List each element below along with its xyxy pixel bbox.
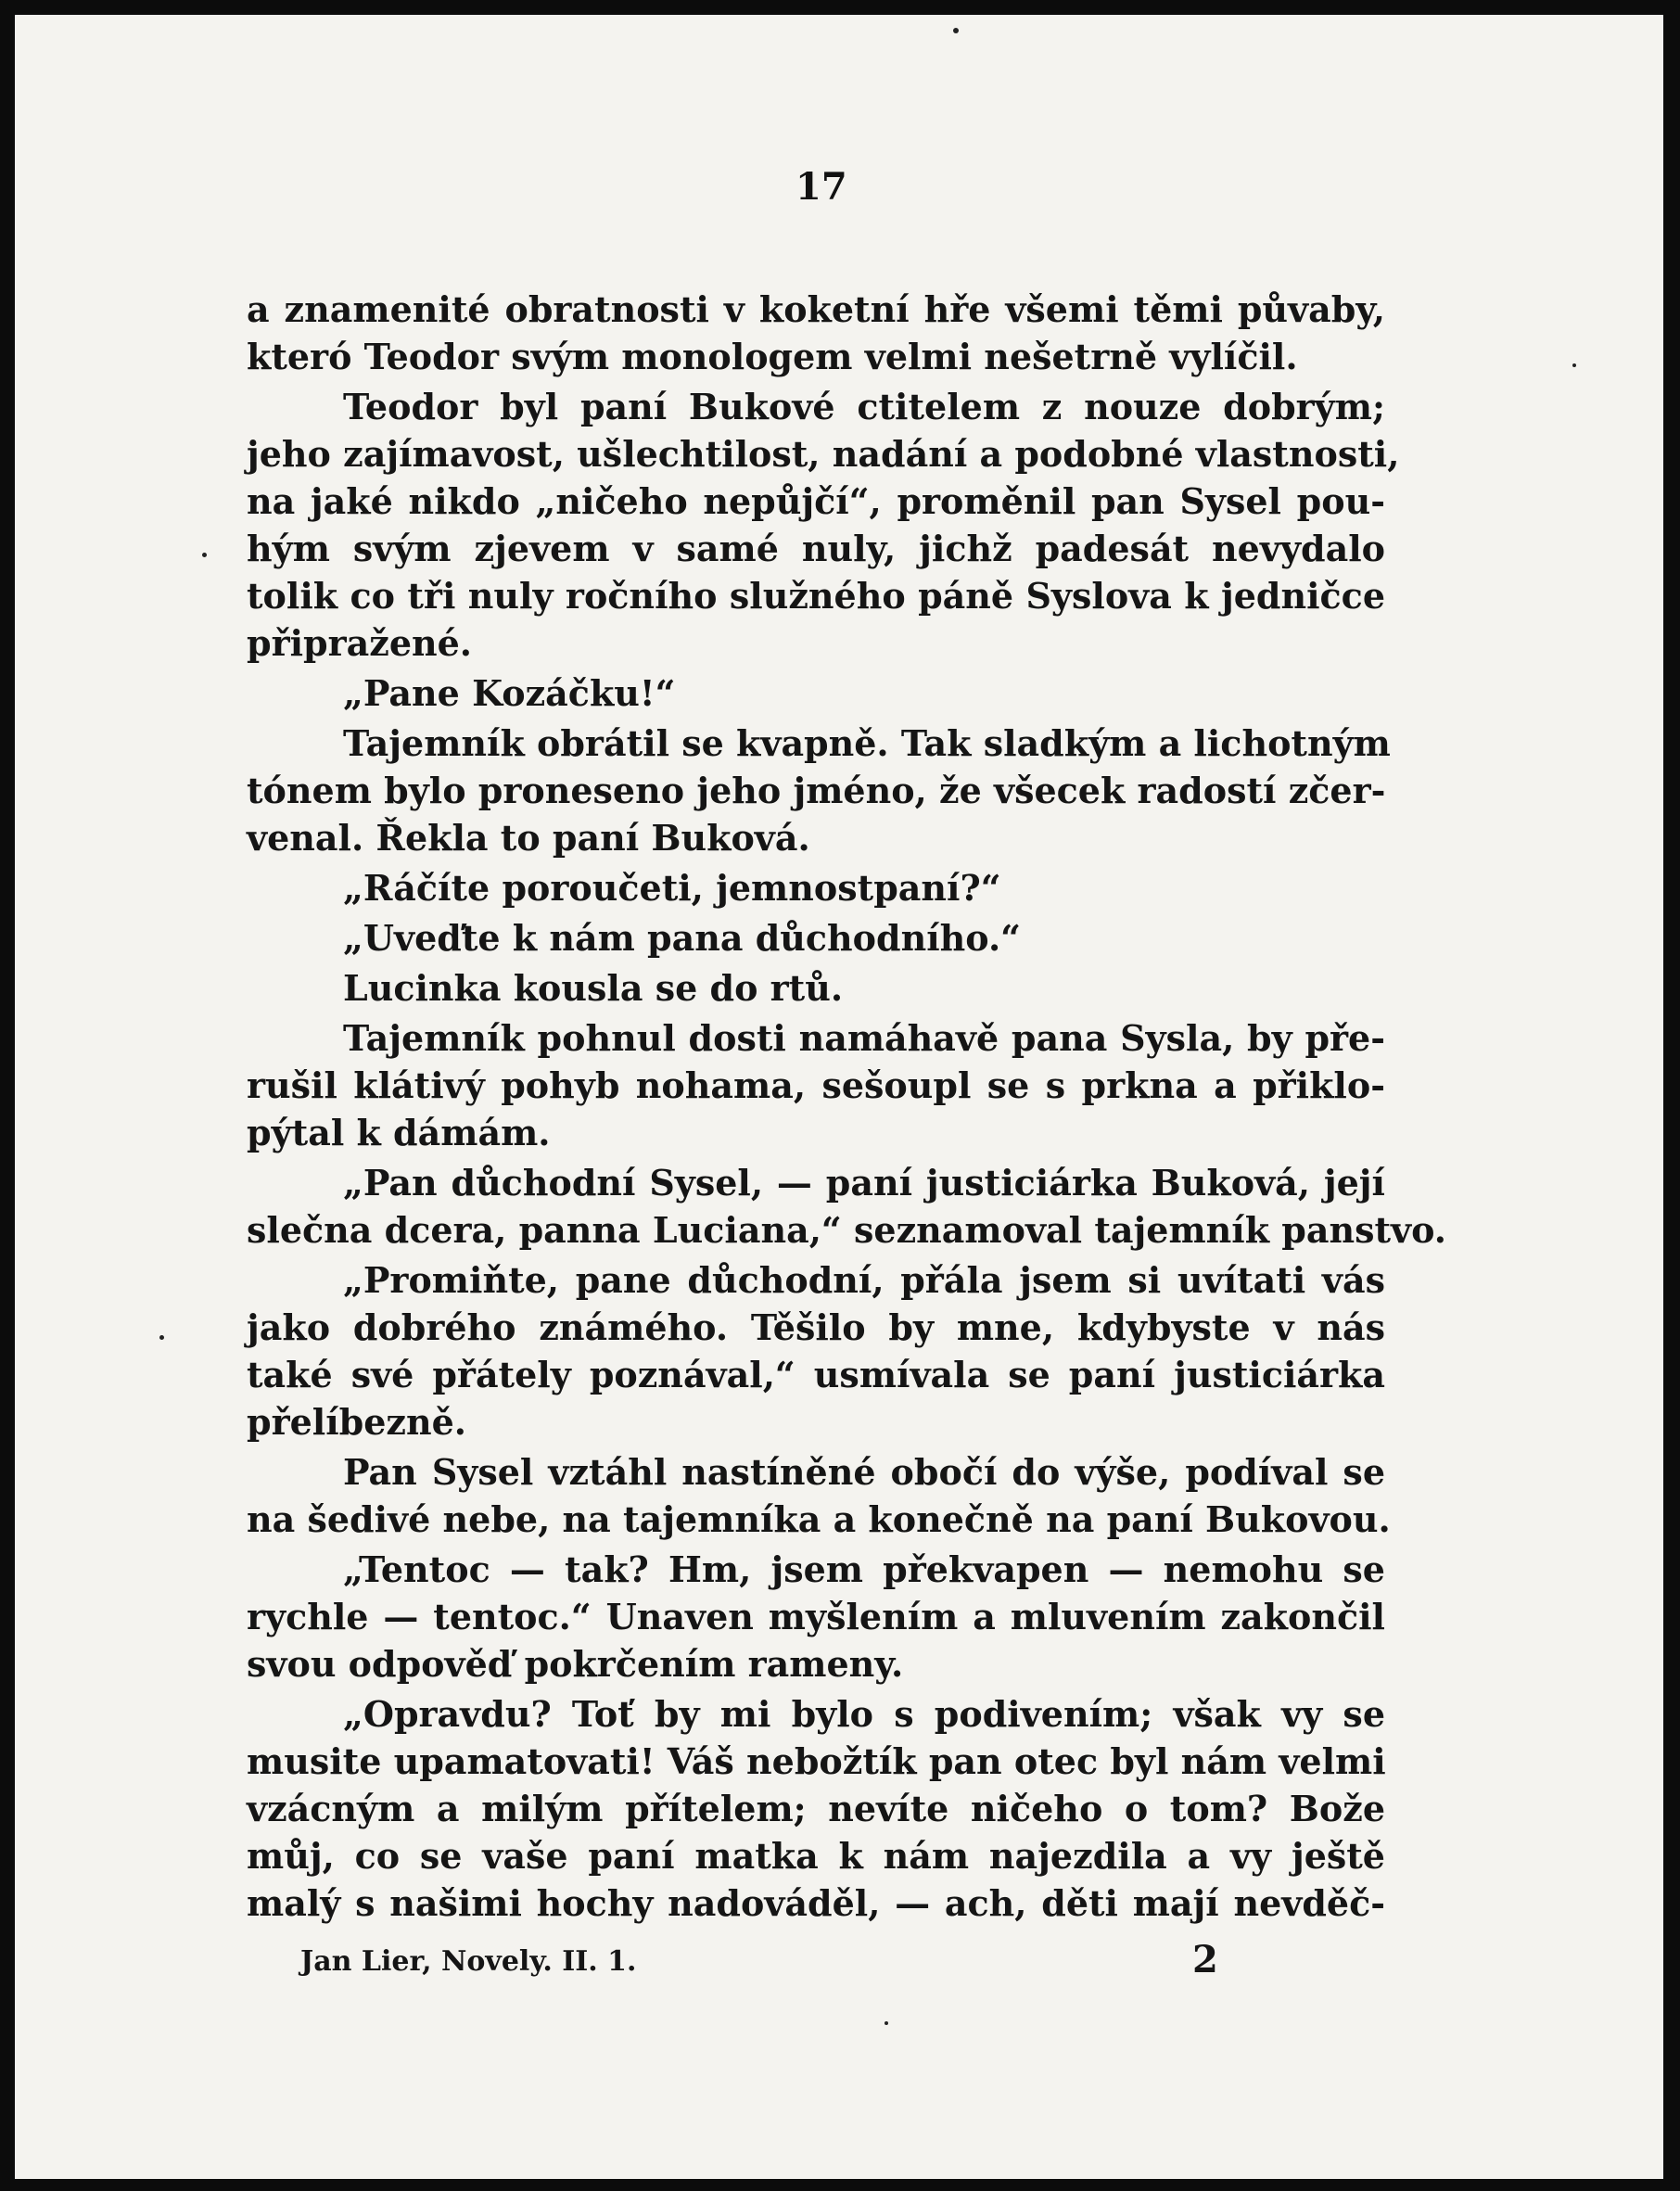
paragraph	[247, 1256, 1385, 1446]
text-line: kteró Teodor svým monologem velmi nešetrně vylíčil.	[247, 336, 1298, 377]
page-number: 17	[795, 165, 847, 209]
footer-signature: Jan Lier, Novely. II. 1.	[300, 1945, 637, 1978]
text-line: a znamenité obratnosti v koketní hře všemi těmi půvaby,	[247, 288, 1385, 330]
speck	[159, 1335, 164, 1340]
paragraph	[247, 669, 1385, 717]
text-line: svou odpověď pokrčením rameny.	[247, 1643, 904, 1685]
paragraph	[247, 383, 1400, 667]
text-line: musite upamatovati! Váš nebožtík pan otec byl nám velmi	[247, 1740, 1386, 1782]
text-line: jeho zajímavost, ušlechtilost, nadání a podobné vlastnosti,	[247, 433, 1400, 475]
text-line: tónem bylo proneseno jeho jméno, že všecek radostí zčer-	[247, 770, 1386, 811]
paragraph	[247, 286, 1385, 380]
speck	[885, 2021, 888, 2025]
paragraph	[247, 914, 1385, 962]
text-line: „Pan důchodní Sysel, — paní justiciárka Buková, její	[343, 1162, 1385, 1204]
speck	[953, 28, 959, 33]
text-line: venal. Řekla to paní Buková.	[247, 817, 810, 859]
text-line: jako dobrého známého. Těšilo by mne, kdybyste v nás	[247, 1306, 1385, 1348]
text-line: hým svým zjevem v samé nuly, jichž padesát nevydalo	[247, 528, 1385, 569]
paragraph	[247, 864, 1385, 911]
speck	[1572, 363, 1576, 367]
text-line: malý s našimi hochy nadováděl, — ach, děti mají nevděč-	[247, 1882, 1385, 1924]
text-line: „Uveďte k nám pana důchodního.“	[343, 917, 1022, 959]
paragraph	[247, 1014, 1385, 1156]
paragraph	[247, 1690, 1385, 1927]
text-line: „Tentoc — tak? Hm, jsem překvapen — nemohu se	[343, 1548, 1385, 1590]
text-line: „Opravdu? Toť by mi bylo s podivením; však vy se	[343, 1693, 1385, 1735]
text-line: na šedivé nebe, na tajemníka a konečně na paní Bukovou.	[247, 1498, 1391, 1540]
text-line: Tajemník pohnul dosti namáhavě pana Sysla, by pře-	[343, 1017, 1385, 1059]
text-line: na jaké nikdo „ničeho nepůjčí“, proměnil pan Sysel pou-	[247, 480, 1385, 522]
text-line: můj, co se vaše paní matka k nám najezdila a vy ještě	[247, 1835, 1385, 1877]
text-line: připražené.	[247, 622, 473, 664]
speck	[202, 553, 207, 557]
body-text	[247, 286, 1447, 1927]
text-line: Teodor byl paní Bukové ctitelem z nouze dobrým;	[343, 386, 1385, 427]
text-line: slečna dcera, panna Luciana,“ seznamoval tajemník panstvo.	[247, 1209, 1447, 1251]
text-line: „Pane Kozáčku!“	[343, 672, 676, 714]
text-line: Tajemník obrátil se kvapně. Tak sladkým a lichotným	[343, 722, 1391, 764]
paragraph	[247, 964, 1385, 1012]
text-line: „Ráčíte poroučeti, jemnostpaní?“	[343, 867, 1001, 909]
paragraph	[247, 1546, 1385, 1688]
text-line: pýtal k dámám.	[247, 1112, 551, 1153]
text-line: vzácným a milým přítelem; nevíte ničeho o tom? Bože	[247, 1788, 1385, 1829]
paragraph	[247, 720, 1391, 861]
text-line: Lucinka kousla se do rtů.	[343, 967, 844, 1009]
text-line: Pan Sysel vztáhl nastíněné obočí do výše, podíval se	[343, 1451, 1385, 1493]
text-line: přelíbezně.	[247, 1401, 466, 1443]
text-line: „Promiňte, pane důchodní, přála jsem si uvítati vás	[343, 1259, 1385, 1301]
text-line: rychle — tentoc.“ Unaven myšlením a mluvením zakončil	[247, 1596, 1385, 1637]
footer-sheet-number: 2	[1192, 1938, 1218, 1981]
paragraph	[247, 1448, 1391, 1543]
text-line: také své přátely poznával,“ usmívala se paní justiciárka	[247, 1354, 1385, 1395]
text-line: rušil klátivý pohyb nohama, sešoupl se s prkna a přiklo-	[247, 1064, 1385, 1106]
text-line: tolik co tři nuly ročního služného páně Syslova k jedničce	[247, 575, 1385, 617]
paragraph	[247, 1159, 1447, 1254]
